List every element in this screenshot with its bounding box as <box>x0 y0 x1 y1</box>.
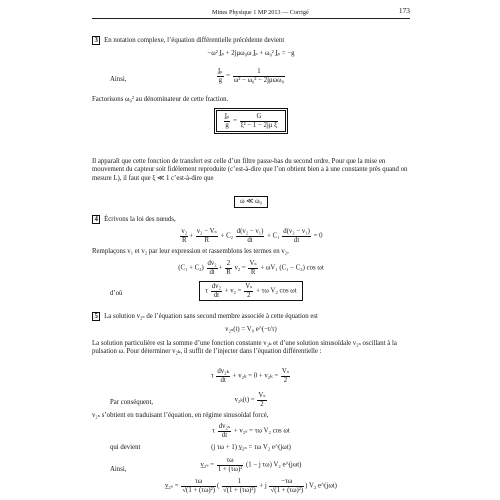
equation-part: v₂ₖ(t) = <box>234 396 255 404</box>
numerator: I̲ₛ <box>218 68 223 75</box>
denominator: dt <box>209 268 215 276</box>
denominator: ω² − ω₀² − 2jμωω₀ <box>233 76 284 84</box>
numerator: d(v₂ − v₁) <box>283 228 310 235</box>
label-qui-devient: qui devient <box>110 444 141 451</box>
boxed-transfer-function <box>92 108 410 134</box>
header-title: Mines Physique 1 MP 2013 — Corrigé <box>212 9 309 16</box>
equation-complex-form: (j τω + 1) v̲₂ₛ = τω V₂ e^(jωt) <box>211 444 291 451</box>
numerator: Vₛ <box>245 283 253 290</box>
numerator: dv₂ₖ <box>217 368 230 375</box>
particular-solution-paragraph: La solution particulière est la somme d’une fonction constante v₂ₖ et d’une solution sinusoïdale v₂ₛ oscillant à la pulsation ω. Pour déterminer v₂ₖ, il suffit de l’injecter dans l’équation différentielle : <box>92 340 397 356</box>
equation-part: v̲₂ₛ = <box>165 482 179 490</box>
section-5-intro <box>92 312 410 321</box>
replace-sentence: Remplaçons v₁ et v₂ par leur expression et rassemblons les termes en v₂, <box>92 248 289 255</box>
denominator: dt <box>220 376 226 384</box>
label-ainsi: Ainsi, <box>110 76 127 83</box>
equals-sign: = <box>226 72 231 80</box>
fraction <box>225 260 232 276</box>
fraction <box>224 113 231 129</box>
fraction <box>217 68 224 84</box>
equation-part: τ <box>210 372 214 380</box>
denominator: 2 <box>247 291 251 299</box>
numerator: I̲ₛ <box>224 113 230 120</box>
numerator: dv₂ₛ <box>218 423 231 430</box>
denominator: dt <box>247 236 253 244</box>
numerator: 1 <box>222 478 257 487</box>
numerator: G <box>240 113 279 122</box>
fraction <box>269 478 304 494</box>
fraction <box>216 368 230 384</box>
fraction <box>196 228 218 244</box>
fraction <box>236 228 265 244</box>
denominator: √(1 + (τω)²) <box>182 486 215 494</box>
equation-part: v₂ = <box>234 264 246 272</box>
lowpass-paragraph: Il apparaît que cette fonction de transfert est celle d’un filtre passe-bas du second ordre. Pour que la mise en mouvement du capteur soit fidèlement reproduite (c’est-à-dire que l’on obtient bien a à une constante près quand on mesure L), il faut que ξ ≪ 1 c’est-à-dire que <box>92 158 408 182</box>
label-dou: d’où <box>110 290 123 297</box>
condition-box-wrapper <box>92 196 410 208</box>
numerator: v₂ − Vₛ <box>196 228 217 235</box>
denominator: R <box>250 268 256 276</box>
equation-part: τ <box>205 287 209 295</box>
equals-sign: = <box>233 117 237 125</box>
fraction <box>211 283 222 299</box>
fraction <box>222 478 257 494</box>
numerator: v₂ <box>181 228 188 235</box>
denominator: 2 <box>283 376 288 384</box>
equation-homogeneous: v₂ₛ(t) = V₀ e^(−t/τ) <box>225 326 277 333</box>
denominator: ξ² − 1 − 2jμ ξ <box>240 121 278 129</box>
sinusoidal-sentence: v₂ₛ s’obtient en traduisant l’équation, en régime sinusoïdal forcé, <box>92 412 269 419</box>
denominator: 1 + (τω)² <box>217 465 243 473</box>
denominator: g <box>225 121 229 129</box>
equation-grouped: (C₁ + C₂) $\frac{\text{dv₂}}{dt}$ + $\frac{2}{R}$ v₂ = $\frac{\text{Vₛ}}{R}$ + ωV₁ (C₁ − C₂) cos ωt <box>178 260 324 276</box>
question-number-5: 5 <box>92 312 100 321</box>
factor-sentence: Factorisons ω₀² au dénominateur de cette fraction. <box>92 96 229 103</box>
equation-part: + j <box>259 482 267 490</box>
equation-constant <box>92 368 410 384</box>
equation-end: = 0 <box>313 232 323 240</box>
denominator: dt <box>293 236 300 244</box>
boxed-equation-4 <box>199 281 302 301</box>
denominator: R <box>204 236 210 244</box>
label-ainsi-5: Ainsi, <box>110 466 127 473</box>
fraction <box>180 228 188 244</box>
fraction <box>248 260 257 276</box>
fraction <box>181 478 216 494</box>
denominator: R <box>182 236 187 244</box>
result-box-inner <box>216 110 286 132</box>
section-3-intro-text: En notation complexe, l’équation différentielle précédente devient <box>104 37 285 44</box>
question-number-4: 4 <box>92 215 100 224</box>
fraction <box>233 68 285 84</box>
equation-part: + v₂ = <box>224 287 242 295</box>
term-prefix: + C₂ <box>220 232 233 240</box>
equation-part: v̲₂ₛ = <box>200 461 215 469</box>
boxed-equation-4-wrapper <box>92 281 410 301</box>
page-header <box>92 6 410 19</box>
equation-part: τ <box>212 427 216 435</box>
denominator: 2 <box>260 400 264 408</box>
numerator: d(v₂ − v₁) <box>236 228 264 235</box>
denominator: dt <box>221 431 228 439</box>
section-4-intro <box>92 215 410 224</box>
numerator: 1 <box>233 68 285 77</box>
section-3-intro <box>92 36 410 45</box>
section-5-intro-text: La solution v₂ₛ de l’équation sans second membre associée à cette équation est <box>104 313 318 320</box>
fraction <box>257 392 266 408</box>
fraction <box>281 368 290 384</box>
numerator: Vₛ <box>249 260 257 267</box>
equation-sinusoidal <box>92 423 410 439</box>
numerator: dv₂ <box>207 260 217 267</box>
equation-part: (C₁ + C₂) <box>178 264 204 272</box>
equation-expanded-solution: v̲₂ₛ = $\frac{\tau\omega}{\text{√(1 + (τω)²)}}$ ( $\frac{1}{\text{√(1 + (τω)²)}}$ + j $\frac{-\tau\omega}{\text{√(1 + (τω)²)}}$ ) V₂ e^(jωt) <box>165 478 337 494</box>
numerator: Vₛ <box>281 368 290 375</box>
denominator: R <box>226 268 231 276</box>
fraction <box>282 228 311 244</box>
fraction <box>218 423 231 439</box>
fraction <box>217 457 243 473</box>
numerator: τω <box>217 457 243 466</box>
section-4-intro-text: Écrivons la loi des nœuds, <box>104 216 176 223</box>
equation-node-law: $\frac{\text{v₂}}{R}$ + $\frac{\text{v₂ − Vₛ}}{R}$ + C₂ $\frac{\text{d(v₂ − v₁)}}{dt}$ + C₁ $\frac{\text{d(v₂ − v₁)}}{dt}$ = 0 <box>181 228 323 244</box>
fraction <box>207 260 218 276</box>
equation-part: + ωV₁ (C₁ − C₂) cos ωt <box>260 264 324 272</box>
page-number: 173 <box>398 6 410 15</box>
numerator: τω <box>181 478 216 487</box>
equation-complex: −ω² I̲ₛ + 2jμω₀ω I̲ₛ + ω₀² I̲ₛ = −g <box>207 50 295 57</box>
equation-constant-result <box>92 392 410 408</box>
equation-complex-solution <box>92 457 410 473</box>
equation-part: (1 − j τω) V₂ e^(jωt) <box>245 461 302 469</box>
denominator: √(1 + (τω)²) <box>222 486 256 494</box>
condition-box: ω ≪ ω₀ <box>234 196 268 208</box>
equation-part: + τω V₂ cos ωt <box>256 287 297 295</box>
equation-part: V₂ e^(jωt) <box>308 482 337 490</box>
numerator: dv₂ <box>211 283 221 290</box>
label-par-consequent: Par conséquent, <box>110 399 154 406</box>
result-box <box>214 108 288 134</box>
denominator: √(1 + (τω)²) <box>270 486 304 494</box>
document-page <box>92 6 410 496</box>
equation-ratio <box>92 68 410 84</box>
denominator: dt <box>213 291 220 299</box>
numerator: Vₛ <box>258 392 266 399</box>
equation-part: + v₂ₛ = τω V₂ cos ωt <box>233 427 290 435</box>
fraction <box>240 113 279 129</box>
equation-part: + v₂ₖ = 0 + v₂ₖ = <box>232 372 279 380</box>
numerator: −τω <box>269 478 304 487</box>
term-prefix: + C₁ <box>267 232 280 240</box>
fraction <box>244 283 253 299</box>
numerator: 2 <box>226 260 231 267</box>
denominator: g <box>218 76 223 84</box>
question-number-3: 3 <box>92 36 100 45</box>
